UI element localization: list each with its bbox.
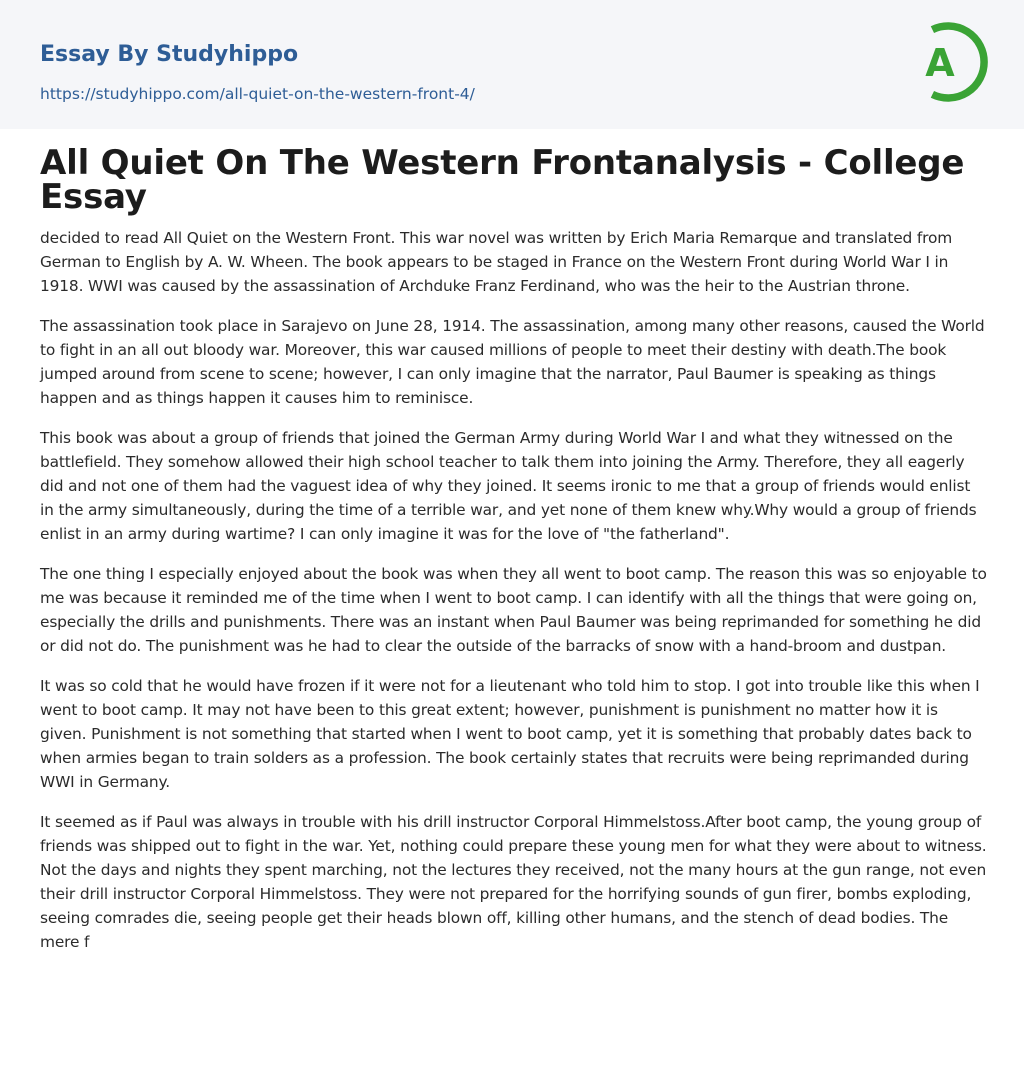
site-brand[interactable]: Essay By Studyhippo <box>40 42 299 67</box>
source-url-link[interactable]: https://studyhippo.com/all-quiet-on-the-western-front-4/ <box>40 85 475 103</box>
logo-letter: A <box>925 41 955 85</box>
article-paragraph: The one thing I especially enjoyed about the book was when they all went to boot camp. The reason this was so enjoyable to me was because it reminded me of the time when I went to boot camp. I can identify with all the things that were going on, especially the drills and punishments. There was an instant when Paul Baumer was being reprimanded for something he did or did not do. The punishment was he had to clear the outside of the barracks of snow with a hand-broom and dustpan. <box>40 565 987 655</box>
article-paragraph: It was so cold that he would have frozen if it were not for a lieutenant who told him to stop. I got into trouble like this when I went to boot camp. It may not have been to this great extent; however, punishment is punishment no matter how it is given. Punishment is not something that started when I went to boot camp, yet it is something that probably dates back to when armies began to train solders as a profession. The book certainly states that recruits were being reprimanded during WWI in Germany. <box>40 677 980 791</box>
article-paragraph: It seemed as if Paul was always in trouble with his drill instructor Corporal Himmelstoss.After boot camp, the young group of friends was shipped out to fight in the war. Yet, nothing could prepare these young men for what they were about to witness. Not the days and nights they spent marching, not the lectures they received, not the many hours at the gun range, not even their drill instructor Corporal Himmelstoss. They were not prepared for the horrifying sounds of gun firer, bombs exploding, seeing comrades die, seeing people get their heads blown off, killing other humans, and the stench of dead bodies. The mere f <box>40 813 987 951</box>
article-paragraph: The assassination took place in Sarajevo on June 28, 1914. The assassination, among many other reasons, caused the World to fight in an all out bloody war. Moreover, this war caused millions of people to meet their destiny with death.The book jumped around from scene to scene; however, I can only imagine that the narrator, Paul Baumer is speaking as things happen and as things happen it causes him to reminisce. <box>40 317 985 407</box>
site-header <box>0 0 1024 129</box>
article-paragraph: This book was about a group of friends that joined the German Army during World War I and what they witnessed on the battlefield. They somehow allowed their high school teacher to talk them into joining the Army. Therefore, they all eagerly did and not one of them had the vaguest idea of why they joined. It seems ironic to me that a group of friends would enlist in the army simultaneously, during the time of a terrible war, and yet none of them knew why.Why would a group of friends enlist in an army during wartime? I can only imagine it was for the love of "the fatherland". <box>40 429 977 543</box>
article-title: All Quiet On The Western Frontanalysis - College Essay <box>40 143 965 217</box>
article-paragraph: decided to read All Quiet on the Western Front. This war novel was written by Erich Maria Remarque and translated from German to English by A. W. Wheen. The book appears to be staged in France on the Western Front during World War I in 1918. WWI was caused by the assassination of Archduke Franz Ferdinand, who was the heir to the Austrian throne. <box>40 229 953 295</box>
article-body <box>40 226 988 954</box>
studyhippo-logo-icon[interactable] <box>912 19 988 105</box>
article <box>40 143 988 970</box>
